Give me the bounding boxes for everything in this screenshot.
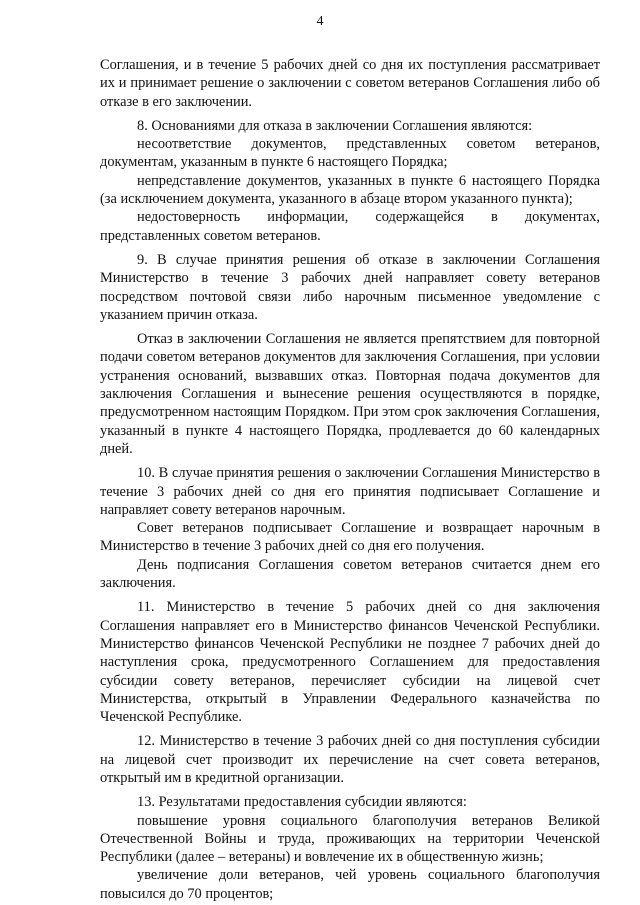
paragraph-item-9-refusal: Отказ в заключении Соглашения не является препятствием для повторной подачи советом ветеранов документов для заключения Соглашения, при условии устранения оснований, вызвавших отказ. Повторная подача документов для заключения Соглашения и вынесение решения осуществляются в порядке, предусмотренном настоящим Порядком. При этом срок заключения Соглашения, указанный в пункте 4 настоящего Порядка, продлевается до 60 календарных дней.	[100, 331, 600, 457]
paragraph-item-12: 12. Министерство в течение 3 рабочих дней со дня поступления субсидии на лицевой счет производит их перечисление на счет совета ветеранов, открытый им в кредитной организации.	[100, 733, 600, 786]
paragraph-item-8-reason-2: непредставление документов, указанных в пункте 6 настоящего Порядка (за исключением документа, указанного в абзаце втором указанного пункта);	[100, 172, 600, 208]
paragraph-item-10-date: День подписания Соглашения советом ветеранов считается днем его заключения.	[100, 556, 600, 592]
paragraph-item-11: 11. Министерство в течение 5 рабочих дней со дня заключения Соглашения направляет его в Министерство финансов Чеченской Республики. Министерство финансов Чеченской Республики не позднее 7 рабочих дней до наступления срока, предусмотренного Соглашением для предоставления субсидии совету ветеранов, перечисляет субсидии на лицевой счет Министерства, открытый в Управлении Федерального казначейства по Чеченской Республике.	[100, 599, 600, 726]
paragraph-item-13-result-2: увеличение доли ветеранов, чей уровень социального благополучия повысился до 70 процентов;	[100, 867, 600, 902]
paragraph-item-13-result-1: повышение уровня социального благополучия ветеранов Великой Отечественной Войны и труда, проживающих на территории Чеченской Республики (далее – ветераны) и вовлечение их в общественную жизнь;	[100, 812, 600, 866]
paragraph-continuation: Соглашения, и в течение 5 рабочих дней со дня их поступления рассматривает их и принимает решение о заключении с советом ветеранов Соглашения либо об отказе в его заключении.	[100, 57, 600, 110]
paragraph-item-10-signing: Совет ветеранов подписывает Соглашение и возвращает нарочным в Министерство в течение 3 рабочих дней со дня его получения.	[100, 520, 600, 555]
paragraph-item-8-reason-1: несоответствие документов, представленных советом ветеранов, документам, указанным в пункте 6 настоящего Порядка;	[100, 136, 600, 171]
page-number: 4	[316, 14, 324, 29]
paragraph-item-10: 10. В случае принятия решения о заключении Соглашения Министерство в течение 3 рабочих дней со дня его принятия подписывает Соглашение и направляет совету ветеранов нарочным.	[100, 465, 600, 518]
paragraph-item-13-heading: 13. Результатами предоставления субсидии являются:	[137, 794, 467, 811]
paragraph-item-9: 9. В случае принятия решения об отказе в заключении Соглашения Министерство в течение 3 рабочих дней направляет совету ветеранов посредством почтовой связи либо нарочным письменное уведомление с указанием причин отказа.	[100, 251, 600, 323]
paragraph-item-8-heading: 8. Основаниями для отказа в заключении Соглашения являются:	[137, 117, 533, 134]
paragraph-item-8-reason-3: недостоверность информации, содержащейся в документах, представленных советом ветеранов.	[100, 209, 600, 244]
document-body	[100, 56, 600, 903]
